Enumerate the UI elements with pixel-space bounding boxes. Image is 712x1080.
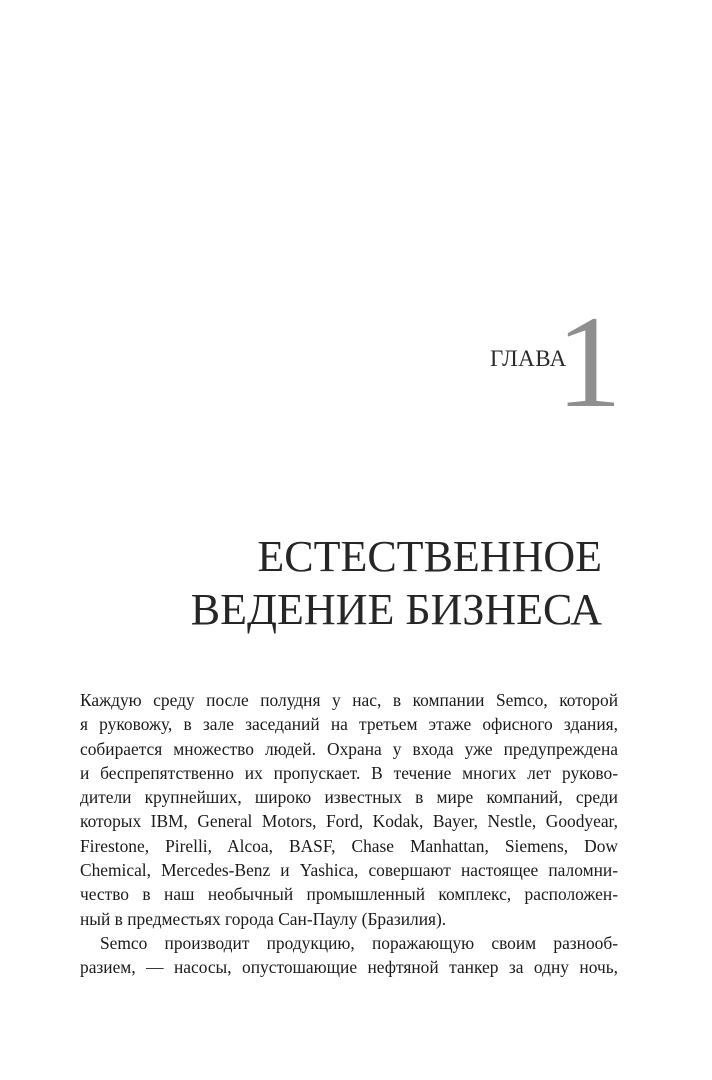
body-text	[80, 688, 618, 980]
text-line: Semco производит продукцию, поражающую своим разнооб-	[100, 932, 618, 953]
text-line: Каждую среду после полудня у нас, в компании Semco, которой	[80, 690, 618, 710]
chapter-title	[191, 530, 602, 636]
text-line: которых IBM, General Motors, Ford, Kodak, Bayer, Nestle, Goodyear,	[80, 811, 618, 832]
chapter-title-line: ЕСТЕСТВЕННОЕ	[257, 532, 602, 581]
chapter-title-line: ВЕДЕНИЕ БИЗНЕСА	[190, 585, 602, 634]
text-line: собирается множество людей. Охрана у входа уже предупреждена	[80, 738, 618, 759]
text-line: чество в наш необычный промышленный комплекс, расположен-	[80, 884, 618, 905]
text-line: я руковожу, в зале заседаний на третьем этаже офисного здания,	[80, 714, 618, 735]
chapter-label: ГЛАВА	[490, 346, 567, 371]
text-line: дители крупнейших, широко известных в мире компаний, среди	[80, 787, 618, 808]
text-line: разием, — насосы, опустошающие нефтяной танкер за одну ночь,	[80, 957, 618, 978]
text-line: ный в предместьях города Сан-Паулу (Бразилия).	[80, 908, 447, 929]
text-line: и беспрепятственно их пропускает. В течение многих лет руково-	[80, 762, 618, 783]
paragraph	[80, 931, 618, 980]
paragraph	[80, 688, 618, 931]
text-line: Chemical, Mercedes-Benz и Yashica, совершают настоящее паломни-	[80, 860, 618, 881]
chapter-number: 1	[556, 288, 622, 435]
text-line: Firestone, Pirelli, Alcoa, BASF, Chase Manhattan, Siemens, Dow	[80, 835, 618, 856]
